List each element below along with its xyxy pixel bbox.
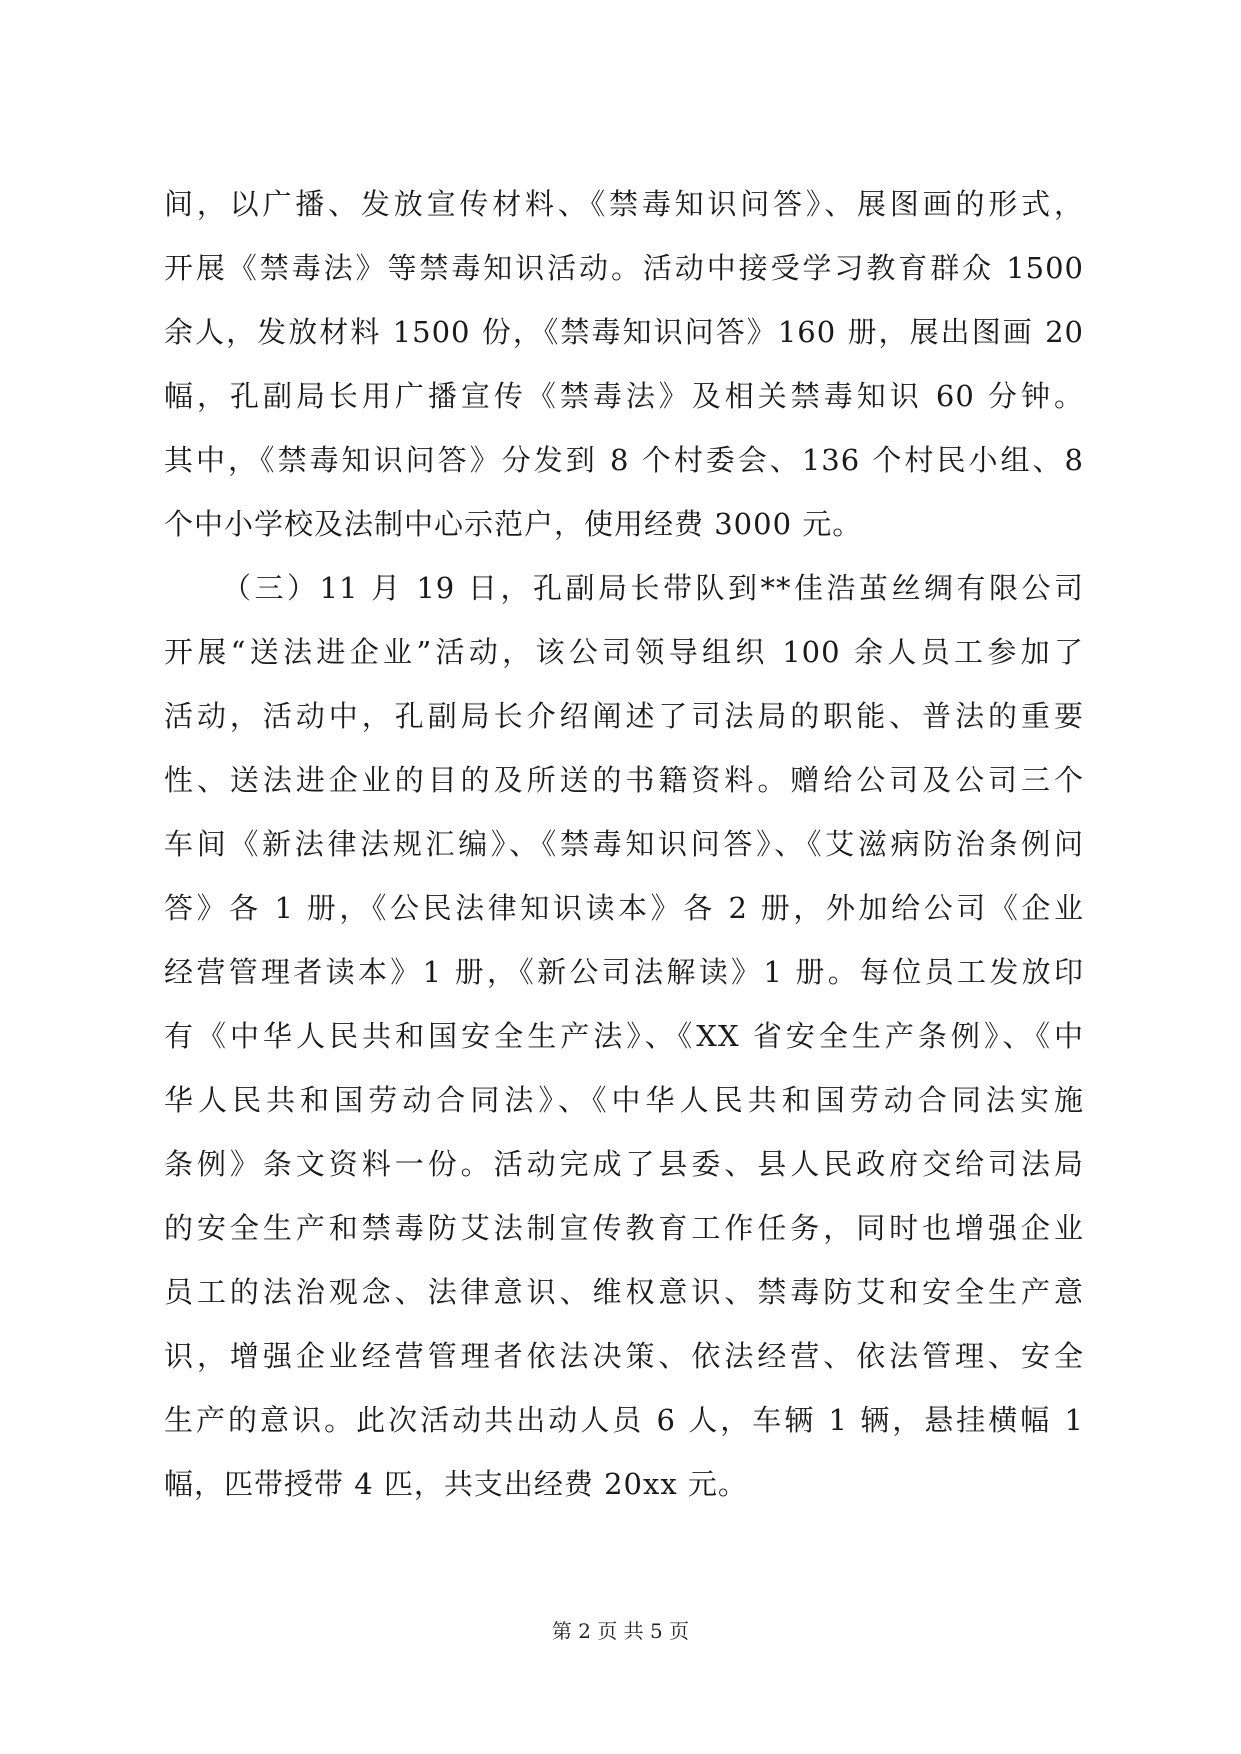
text-line: 华人民共和国劳动合同法》、《中华人民共和国劳动合同法实施 [164,1083,1084,1117]
body-text [164,172,1084,1516]
text-line: 条例》条文资料一份。活动完成了县委、县人民政府交给司法局 [164,1147,1084,1181]
text-line: （三）11 月 19 日，孔副局长带队到**佳浩茧丝绸有限公司 [222,571,1084,605]
text-line: 活动，活动中，孔副局长介绍阐述了司法局的职能、普法的重要 [164,699,1084,733]
text-line: 开展《禁毒法》等禁毒知识活动。活动中接受学习教育群众 1500 [164,251,1084,285]
text-line: 开展“送法进企业”活动，该公司领导组织 100 余人员工参加了 [164,635,1084,669]
text-line: 答》各 1 册，《公民法律知识读本》各 2 册，外加给公司《企业 [164,891,1084,925]
text-line: 生产的意识。此次活动共出动人员 6 人，车辆 1 辆，悬挂横幅 1 [164,1403,1084,1437]
text-line: 间，以广播、发放宣传材料、《禁毒知识问答》、展图画的形式， [164,187,1084,221]
paragraph-1 [164,172,1084,556]
page-number-footer: 第 2 页 共 5 页 [551,1619,690,1643]
text-line: 幅，匹带授带 4 匹，共支出经费 20xx 元。 [164,1467,748,1501]
text-line: 个中小学校及法制中心示范户，使用经费 3000 元。 [164,507,863,541]
text-line: 经营管理者读本》1 册，《新公司法解读》1 册。每位员工发放印 [164,955,1084,989]
text-line: 车间《新法律法规汇编》、《禁毒知识问答》、《艾滋病防治条例问 [164,827,1084,861]
text-line: 的安全生产和禁毒防艾法制宣传教育工作任务，同时也增强企业 [164,1211,1084,1245]
text-line: 幅，孔副局长用广播宣传《禁毒法》及相关禁毒知识 60 分钟。 [164,379,1084,413]
text-line: 其中，《禁毒知识问答》分发到 8 个村委会、136 个村民小组、8 [164,443,1084,477]
text-line: 性、送法进企业的目的及所送的书籍资料。赠给公司及公司三个 [164,763,1084,797]
text-line: 有《中华人民共和国安全生产法》、《XX 省安全生产条例》、《中 [164,1019,1084,1053]
text-line: 识，增强企业经营管理者依法决策、依法经营、依法管理、安全 [164,1339,1084,1373]
text-line: 余人，发放材料 1500 份，《禁毒知识问答》160 册，展出图画 20 [164,315,1084,349]
paragraph-2 [164,556,1084,1516]
text-line: 员工的法治观念、法律意识、维权意识、禁毒防艾和安全生产意 [164,1275,1084,1309]
